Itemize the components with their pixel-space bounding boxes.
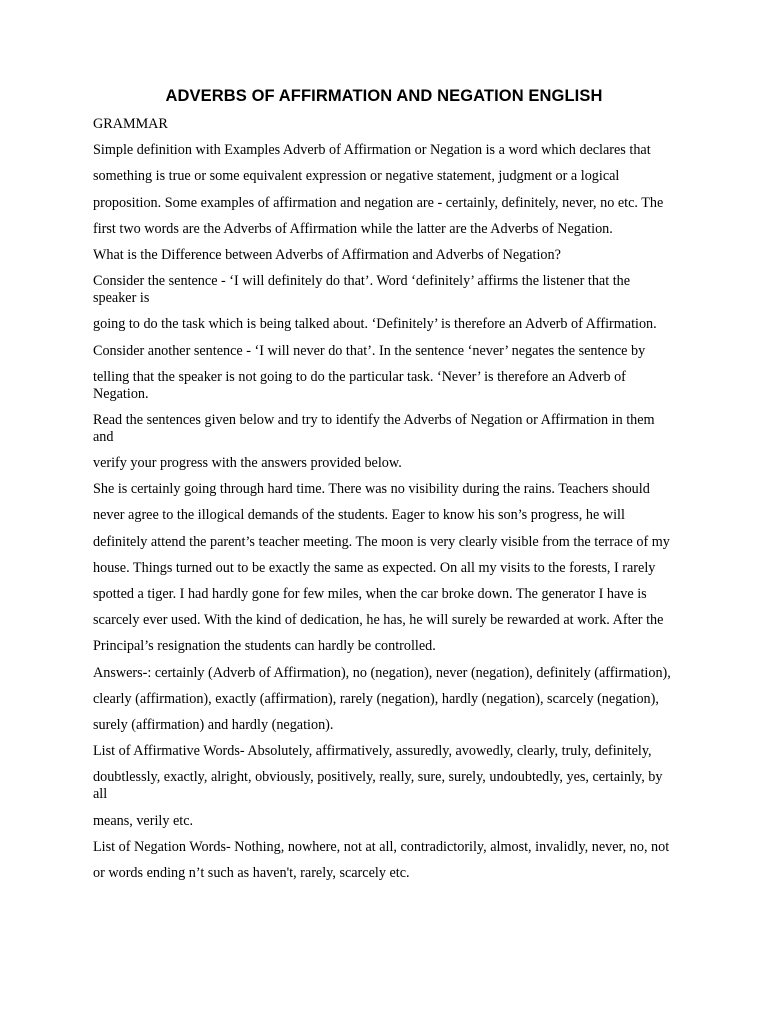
paragraph: clearly (affirmation), exactly (affirmation), rarely (negation), hardly (negation), scarcely (negation), <box>93 690 659 707</box>
paragraph: first two words are the Adverbs of Affirmation while the latter are the Adverbs of Negation. <box>93 220 613 237</box>
paragraph: doubtlessly, exactly, alright, obviously, positively, really, sure, surely, undoubtedly, yes, certainly, by all <box>93 769 663 803</box>
paragraph: Principal’s resignation the students can hardly be controlled. <box>93 638 436 655</box>
paragraph: or words ending n’t such as haven't, rarely, scarcely etc. <box>93 864 410 881</box>
paragraph: going to do the task which is being talked about. ‘Definitely’ is therefore an Adverb of Affirmation. <box>93 316 657 333</box>
paragraph: proposition. Some examples of affirmation and negation are - certainly, definitely, never, no etc. The <box>93 194 664 211</box>
paragraph: Consider another sentence - ‘I will never do that’. In the sentence ‘never’ negates the sentence by <box>93 342 646 359</box>
paragraph: telling that the speaker is not going to do the particular task. ‘Never’ is therefore an Adverb of Negation. <box>93 368 626 402</box>
paragraph: GRAMMAR <box>93 116 168 132</box>
paragraph: never agree to the illogical demands of the students. Eager to know his son’s progress, he will <box>93 507 625 524</box>
paragraph: Consider the sentence - ‘I will definitely do that’. Word ‘definitely’ affirms the listener that the speaker is <box>93 273 631 307</box>
document-body <box>93 116 671 891</box>
paragraph: something is true or some equivalent expression or negative statement, judgment or a logical <box>93 168 620 185</box>
paragraph: What is the Difference between Adverbs of Affirmation and Adverbs of Negation? <box>93 246 561 263</box>
paragraph: List of Affirmative Words- Absolutely, affirmatively, assuredly, avowedly, clearly, truly, definitely, <box>93 743 652 760</box>
paragraph: definitely attend the parent’s teacher meeting. The moon is very clearly visible from the terrace of my <box>93 533 670 550</box>
paragraph: Read the sentences given below and try to identify the Adverbs of Negation or Affirmation in them and <box>93 411 655 445</box>
paragraph: surely (affirmation) and hardly (negation). <box>93 716 334 733</box>
document-title: ADVERBS OF AFFIRMATION AND NEGATION ENGLISH <box>165 87 603 105</box>
paragraph: scarcely ever used. With the kind of dedication, he has, he will surely be rewarded at work. After the <box>93 612 664 629</box>
paragraph: spotted a tiger. I had hardly gone for few miles, when the car broke down. The generator I have is <box>93 586 647 602</box>
paragraph: means, verily etc. <box>93 812 194 829</box>
paragraph: verify your progress with the answers provided below. <box>93 455 402 472</box>
paragraph: house. Things turned out to be exactly the same as expected. On all my visits to the forests, I rarely <box>93 559 656 576</box>
paragraph: Answers-: certainly (Adverb of Affirmation), no (negation), never (negation), definitely (affirmation), <box>93 664 671 681</box>
paragraph: Simple definition with Examples Adverb of Affirmation or Negation is a word which declares that <box>93 142 651 159</box>
paragraph: List of Negation Words- Nothing, nowhere, not at all, contradictorily, almost, invalidly, never, no, not <box>93 838 670 855</box>
paragraph: She is certainly going through hard time. There was no visibility during the rains. Teachers should <box>93 481 650 498</box>
